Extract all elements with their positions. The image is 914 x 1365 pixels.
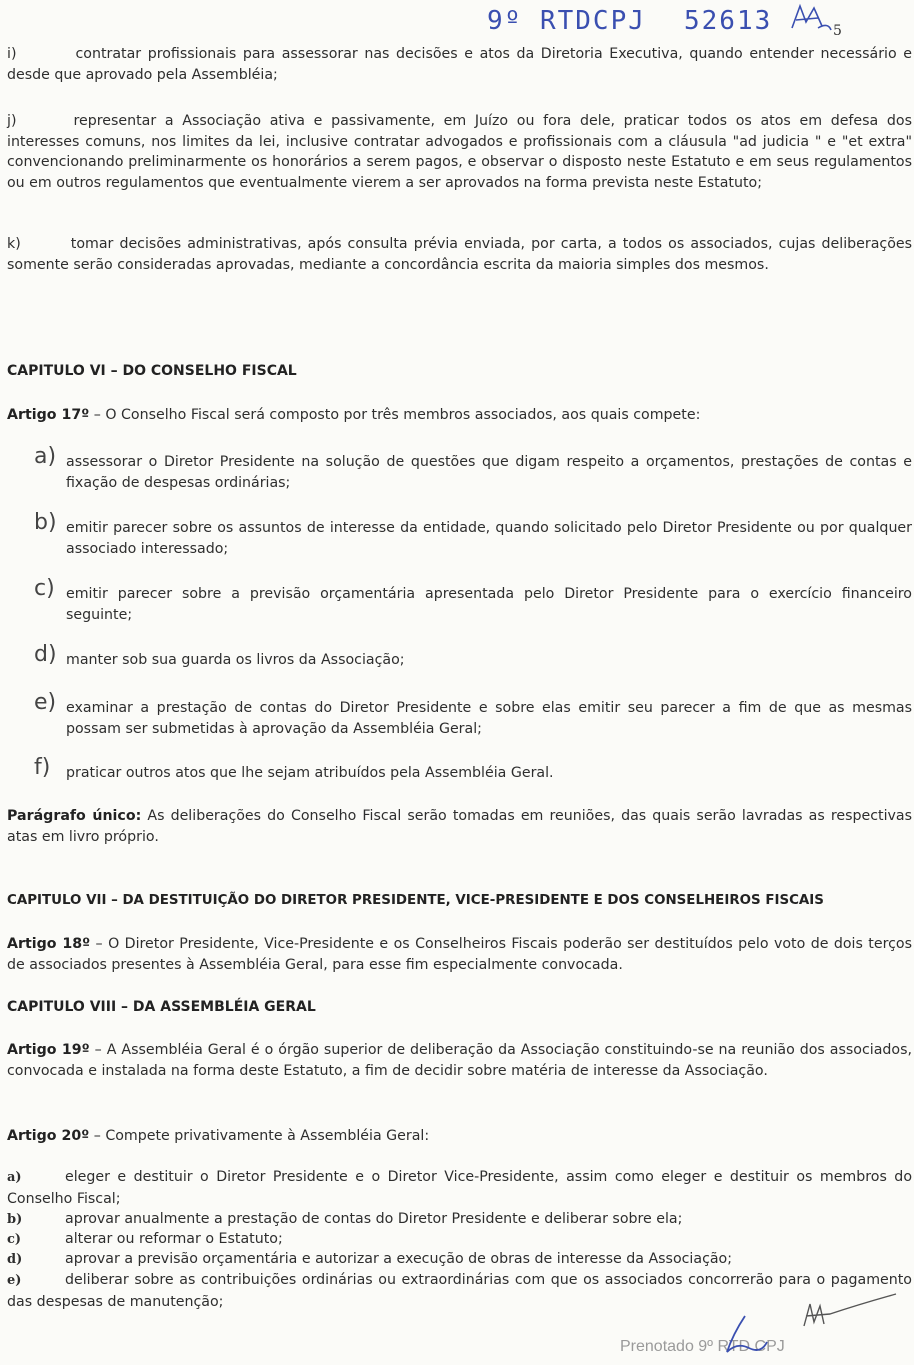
article-text: – O Diretor Presidente, Vice-Presidente e os Conselheiros Fiscais poderão ser destituídos pelo voto de dois terços de associados presentes à Assembléia Geral, para esse fim especialmente convocada. bbox=[7, 936, 912, 973]
article-18 bbox=[7, 934, 912, 975]
item-letter: e) bbox=[7, 1273, 22, 1288]
registry-number: 52613 bbox=[684, 6, 773, 36]
item-text: tomar decisões administrativas, após consulta prévia enviada, por carta, a todos os associados, cujas deliberações somente serão consideradas aprovadas, mediante a concordância escrita da maioria simples dos mesmos. bbox=[7, 236, 912, 273]
item-letter: i) bbox=[7, 46, 17, 62]
item-letter: c) bbox=[7, 1232, 22, 1247]
item-letter: d) bbox=[7, 1252, 23, 1267]
list-item bbox=[34, 444, 912, 493]
article-label: Artigo 18º bbox=[7, 936, 91, 952]
list-item bbox=[7, 1167, 912, 1209]
list-item bbox=[7, 1229, 912, 1251]
item-text: contratar profissionais para assessorar nas decisões e atos da Diretoria Executiva, quando entender necessário e desde que aprovado pela Assembléia; bbox=[7, 46, 912, 83]
list-item bbox=[34, 576, 912, 625]
item-letter: a) bbox=[34, 444, 57, 469]
list-item bbox=[34, 755, 912, 784]
item-letter: j) bbox=[7, 113, 17, 129]
registry-stamp: 9º RTDCPJ bbox=[487, 6, 646, 36]
chapter-title: CAPITULO VIII – DA ASSEMBLÉIA GERAL bbox=[7, 999, 316, 1015]
footer-stamp: Prenotado 9º RTD CPJ bbox=[620, 1338, 785, 1355]
initials-signature bbox=[800, 1290, 900, 1335]
item-letter: b) bbox=[7, 1212, 23, 1227]
paragraph-label: Parágrafo único: bbox=[7, 808, 142, 824]
list-item bbox=[7, 111, 912, 193]
list-item bbox=[34, 510, 912, 559]
list-item bbox=[34, 690, 912, 739]
item-text: aprovar anualmente a prestação de contas do Diretor Presidente e deliberar sobre ela; bbox=[65, 1211, 683, 1227]
list-item bbox=[7, 1249, 912, 1271]
article-17 bbox=[7, 405, 912, 426]
item-text: emitir parecer sobre a previsão orçamentária apresentada pelo Diretor Presidente para o exercício financeiro seguinte; bbox=[66, 586, 912, 623]
list-item bbox=[34, 642, 912, 671]
item-text: praticar outros atos que lhe sejam atribuídos pela Assembléia Geral. bbox=[66, 765, 554, 781]
item-letter: b) bbox=[34, 510, 57, 535]
article-20 bbox=[7, 1126, 912, 1147]
initials-signature bbox=[788, 2, 833, 34]
item-letter: d) bbox=[34, 642, 57, 667]
paragraph-unico bbox=[7, 806, 912, 847]
list-item bbox=[7, 1209, 912, 1231]
article-label: Artigo 19º bbox=[7, 1042, 90, 1058]
item-letter: a) bbox=[7, 1170, 22, 1185]
list-item bbox=[7, 234, 912, 275]
item-text: representar a Associação ativa e passivamente, em Juízo ou fora dele, praticar todos os atos em defesa dos interesses comuns, nos limites da lei, inclusive contratar advogados e profissionais com a cláusula "ad judicia " e "et extra" convencionando preliminarmente os honorários a serem pagos, e observar o disposto neste Estatuto e em seus regulamentos ou em outros regulamentos que eventualmente vierem a ser aprovados na forma prevista neste Estatuto; bbox=[7, 113, 912, 191]
item-text: aprovar a previsão orçamentária e autorizar a execução de obras de interesse da Associação; bbox=[65, 1251, 733, 1267]
item-letter: k) bbox=[7, 236, 21, 252]
item-letter: f) bbox=[34, 755, 51, 780]
article-19 bbox=[7, 1040, 912, 1081]
item-letter: e) bbox=[34, 690, 57, 715]
item-text: assessorar o Diretor Presidente na solução de questões que digam respeito a orçamentos, prestações de contas e fixação de despesas ordinárias; bbox=[66, 454, 912, 491]
article-label: Artigo 20º bbox=[7, 1128, 90, 1144]
item-text: alterar ou reformar o Estatuto; bbox=[65, 1231, 283, 1247]
item-text: manter sob sua guarda os livros da Associação; bbox=[66, 652, 405, 668]
article-text: – Compete privativamente à Assembléia Geral: bbox=[89, 1128, 430, 1144]
page-number: 5 bbox=[833, 23, 842, 39]
list-item bbox=[7, 1270, 912, 1312]
item-letter: c) bbox=[34, 576, 55, 601]
article-text: – O Conselho Fiscal será composto por três membros associados, aos quais compete: bbox=[89, 407, 701, 423]
chapter-title: CAPITULO VII – DA DESTITUIÇÃO DO DIRETOR PRESIDENTE, VICE-PRESIDENTE E DOS CONSELHEIROS FISCAIS bbox=[7, 893, 824, 908]
item-text: eleger e destituir o Diretor Presidente e o Diretor Vice-Presidente, assim como eleger e destituir os membros do Conselho Fiscal; bbox=[7, 1169, 912, 1207]
signature bbox=[715, 1312, 775, 1362]
list-item bbox=[7, 44, 912, 85]
item-text: deliberar sobre as contribuições ordinárias ou extraordinárias com que os associados concorrerão para o pagamento das despesas de manutenção; bbox=[7, 1272, 912, 1310]
item-text: emitir parecer sobre os assuntos de interesse da entidade, quando solicitado pelo Diretor Presidente ou por qualquer associado interessado; bbox=[66, 520, 912, 557]
article-label: Artigo 17º bbox=[7, 407, 90, 423]
chapter-title: CAPITULO VI – DO CONSELHO FISCAL bbox=[7, 363, 297, 379]
paragraph-text: As deliberações do Conselho Fiscal serão tomadas em reuniões, das quais serão lavradas as respectivas atas em livro próprio. bbox=[7, 808, 913, 845]
article-text: – A Assembléia Geral é o órgão superior de deliberação da Associação constituindo-se na reunião dos associados, convocada e instalada na forma deste Estatuto, a fim de decidir sobre matéria de interesse da Associação. bbox=[7, 1042, 912, 1079]
item-text: examinar a prestação de contas do Diretor Presidente e sobre elas emitir seu parecer a fim de que as mesmas possam ser submetidas à aprovação da Assembléia Geral; bbox=[66, 700, 912, 737]
